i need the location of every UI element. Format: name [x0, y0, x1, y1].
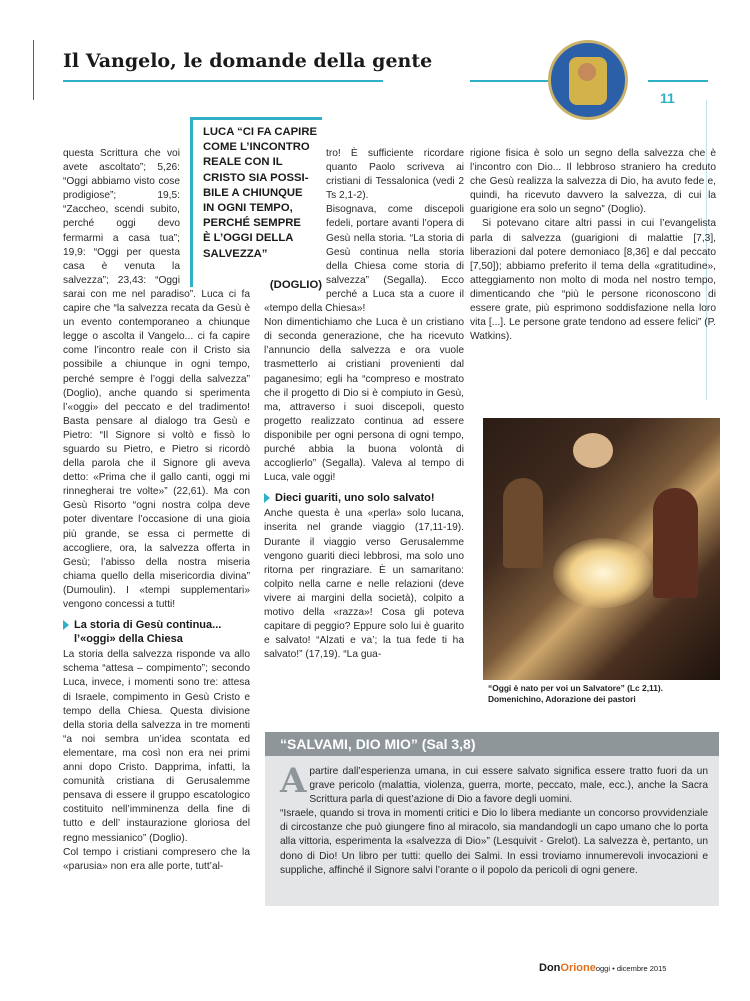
footer-brand	[539, 962, 666, 974]
brand-don: Don	[539, 962, 561, 974]
paragraph: Col tempo i cristiani compresero che la «parusia» non era alle porte, tutt’al-	[63, 846, 250, 872]
column-2	[264, 147, 464, 717]
paragraph: partire dall’esperienza umana, in cui essere salvato significa essere tratto fuori da un grave pericolo (malattia, violenza, guerra, morte, peccato, male, ecc.), anche la Sacra Scrittura parla di quest’azione di Dio a favore degli uomini.	[309, 766, 708, 806]
painting-light	[553, 538, 653, 608]
subheading-line-2: l’«oggi» della Chiesa	[74, 633, 183, 646]
paragraph: Bisognava, come discepoli fedeli, portare avanti l’opera di Gesù nella storia. “La storia di Gesù continua nella storia della Chiesa come storia di salvezza” (Segalla). Ecco perché a Luca sta a cuore il «tempo della Chiesa»!	[264, 204, 464, 315]
margin-rule	[33, 40, 34, 100]
paragraph: Si potevano citare altri passi in cui l’evangelista parla di salvezza (guarigioni di malattie [7,3], liberazioni dal potere demoniaco [8,36] e dal peccato [7,50]); abbiamo preferito il tema della «gratitudine», atteggiamento non molto di moda nel nostro tempo, dimenticando che “più le persone riconoscono di essere grate, più esprimono soddisfazione nella loro vita [...]. Le persone grate tendono ad essere felici” (P. Watkins).	[470, 218, 716, 343]
column-3	[470, 147, 716, 411]
image-caption	[488, 683, 718, 705]
subheading-text: Dieci guariti, uno solo salvato!	[275, 492, 435, 505]
quote-float-space	[180, 147, 250, 280]
subheading-line-1: La storia di Gesù continua...	[74, 619, 222, 632]
subheading	[63, 618, 250, 646]
box-title: “SALVAMI, DIO MIO” (Sal 3,8)	[280, 736, 476, 752]
header-divider	[648, 80, 708, 82]
caption-credit: Domenichino, Adorazione dei pastori	[488, 694, 636, 704]
page-number: 11	[660, 90, 675, 106]
painting-figure	[503, 478, 543, 568]
subheading	[264, 491, 464, 505]
pull-quote-author: (DOGLIO)	[269, 279, 322, 291]
arrow-icon	[63, 620, 69, 630]
column-1	[63, 147, 250, 937]
painting-image	[483, 418, 720, 680]
paragraph: Anche questa è una «perla» solo lucana, inserita nel grande viaggio (17,11-19). Durante il viaggio verso Gerusalemme vengono guariti dieci lebbrosi, ma solo uno ritorna per ringraziare. È un samaritano: colpito nella carne e nelle relazioni (deve vivere ai margini della società), colpito a motivo della «razza»! Cosa gli poteva capitare di peggio? Eppure solo lui è guarito e salvato! “Alzati e va’; la tua fede ti ha salvato!” (17,19). “La gua-	[264, 508, 464, 661]
page-title: Il Vangelo, le domande della gente	[63, 50, 433, 72]
emblem-face	[578, 63, 596, 81]
caption-quote: “Oggi è nato per voi un Salvatore” (Lc 2,11).	[488, 683, 663, 693]
box-text	[280, 761, 708, 878]
header-divider	[63, 80, 383, 82]
pull-quote-text: LUCA “CI FA CAPIRE COME L’INCONTRO REALE CON IL CRISTO SIA POSSI- BILE A CHIUNQUE IN OGNI TEMPO, PERCHÉ SEMPRE È L’OGGI DELLA SALVEZZA”	[203, 126, 318, 260]
painting-figure	[653, 488, 698, 598]
paragraph: Non dimentichiamo che Luca è un cristiano di seconda generazione, che ha ricevuto l’annuncio della salvezza e ora vuole trasmetterlo ai cristiani provenienti dal paganesimo; egli ha “compreso e mostrato che il progetto di Dio si è compiuto in Gesù, ma, attraverso i suoi discepoli, questo progetto realizzato continua ad essere disponibile per ogni persona di ogni tempo, purché abbia la buona volontà di accoglierlo” (Segalla). Valeva al tempo di Luca, vale oggi!	[264, 317, 464, 484]
drop-cap: A	[280, 761, 307, 801]
paragraph: “Israele, quando si trova in momenti critici e Dio lo libera mediante un concorso provvidenziale di circostanze che può giungere fino al miracolo, sia mandandogli un capo umano che lo porta alla vittoria, esperimenta la «salvezza di Dio»” (Lesquivit - Grelot). La salvezza è, pertanto, un dono di Dio! Un libro per tutti: quello dei Salmi. In essi troviamo innumerevoli invocazioni e suppliche, affinché il Signore salvi l’orante o il popolo da pericoli di ogni genere.	[280, 808, 708, 876]
paragraph: rigione fisica è solo un segno della salvezza che è l’incontro con Dio... Il lebbroso straniero ha creduto che Gesù realizza la salvezza di Dio, ha avuto fede e, quindi, ha ricevuto davvero la salvezza, di cui la guarigione era solo un segno” (Doglio).	[470, 148, 716, 216]
paragraph: tro! È sufficiente ricordare quanto Paolo scriveva ai cristiani di Tessalonica (vedi 2 Ts 2,1-2).	[326, 148, 464, 202]
painting-angel	[573, 433, 613, 468]
quote-float-space	[264, 147, 326, 295]
footer-date: oggi • dicembre 2015	[595, 964, 667, 973]
arrow-icon	[264, 493, 270, 503]
paragraph: La storia della salvezza risponde va allo schema “attesa – compimento”; secondo Luca, invece, i momenti sono tre: attesa di Israele, compimento in Gesù Cristo e tempo della Chiesa. Questa divisione della storia della salvezza in tre momenti “a noi sembra un’idea scontata ed elementare, ma così non era nei primi anni dopo Cristo. Dapprima, infatti, la comunità cristiana di Gerusalemme pensava di essere il gruppo escatologico costituito nell’imminenza della fine di tutto e dell’ instaurazione gloriosa del regno messianico” (Doglio).	[63, 649, 250, 844]
paragraph: questa Scrittura che voi avete ascoltato”; 5,26: “Oggi abbiamo visto cose prodigiose”; 19,5: “Zaccheo, scendi subito, perché oggi devo fermarmi a casa tua”; 19,9: “Oggi per questa casa è venuta la salvezza”; 23,43: “Oggi sarai con me nel paradiso”. Luca ci fa capire che “la salvezza recata da Gesù è un evento contemporaneo a chiunque legge o ascolta il Vangelo... ci fa capire come l’incontro reale con il Cristo sia possibile a chiunque in ogni tempo, perché sempre è l’oggi della salvezza” (Doglio), anche quando si sperimenta l’«oggi» del peccato e del tradimento! Basta pensare al dialogo tra Gesù e Pietro: “Il Signore si voltò e fissò lo sguardo su Pietro, e Pietro si ricordò della parola che il Signore gli aveva detto: «Prima che il gallo canti, oggi mi rinnegherai tre volte»” (22,61). Ma con Gesù Risorto “ogni nostra colpa deve poter diventare l’occasione di una gioia più grande, se essa ci permette di accogliere, ora, la salvezza offerta in Gesù; l’abisso della nostra miseria chiama quello della misericordia divina” (Dumoulin). I «tempi supplementari» vengono concessi a tutti!	[63, 148, 250, 610]
brand-orione: Orione	[560, 962, 596, 974]
emblem-logo	[548, 40, 628, 120]
